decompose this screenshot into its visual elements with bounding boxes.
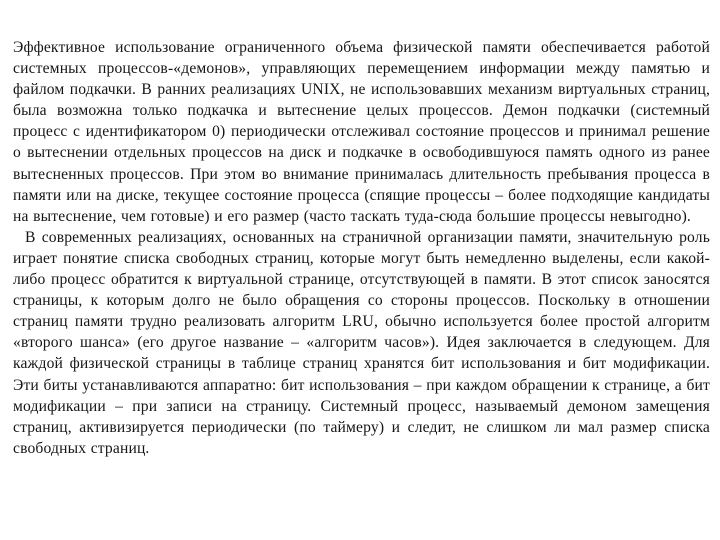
paragraph-paging-daemons-history: Эффективное использование ограниченного объема физической памяти обеспечивается работой системных процессов-«демонов», управляющих перемещением информации между памятью и файлом подкачки. В ранних реализациях UNIX, не использовавших механизм виртуальных страниц, была возможна только подкачка и вытеснение целых процессов. Демон подкачки (системный процесс с идентификатором 0) периодически отслеживал состояние процессов и принимал решение о вытеснении отдельных процессов на диск и подкачке в освободившуюся память одного из ранее вытесненных процессов. При этом во внимание принималась длительность пребывания процесса в памяти или на диске, текущее состояние процесса (спящие процессы – более подходящие кандидаты на вытеснение, чем готовые) и его размер (часто таскать туда-сюда большие процессы невыгодно). [13, 39, 710, 225]
paragraph-free-page-list: В современных реализациях, основанных на страничной организации памяти, значительную роль играет понятие списка свободных страниц, которые могут быть немедленно выделены, если какой-либо процесс обратится к виртуальной странице, отсутствующей в памяти. В этот список заносятся страницы, к которым долго не было обращения со стороны процессов. Поскольку в отношении страниц памяти трудно реализовать алгоритм LRU, обычно используется более простой алгоритм «второго шанса» (его другое название – «алгоритм часов»). Идея заключается в следующем. Для каждой физической страницы в таблице страниц хранятся бит использования и бит модификации. Эти биты устанавливаются аппаратно: бит использования – при каждом обращении к странице, а бит модификации – при записи на страницу. Системный процесс, называемый демоном замещения страниц, активизируется периодически (по таймеру) и следит, не слишком ли мал размер списка свободных страниц. [13, 228, 710, 457]
document-body [13, 37, 710, 459]
